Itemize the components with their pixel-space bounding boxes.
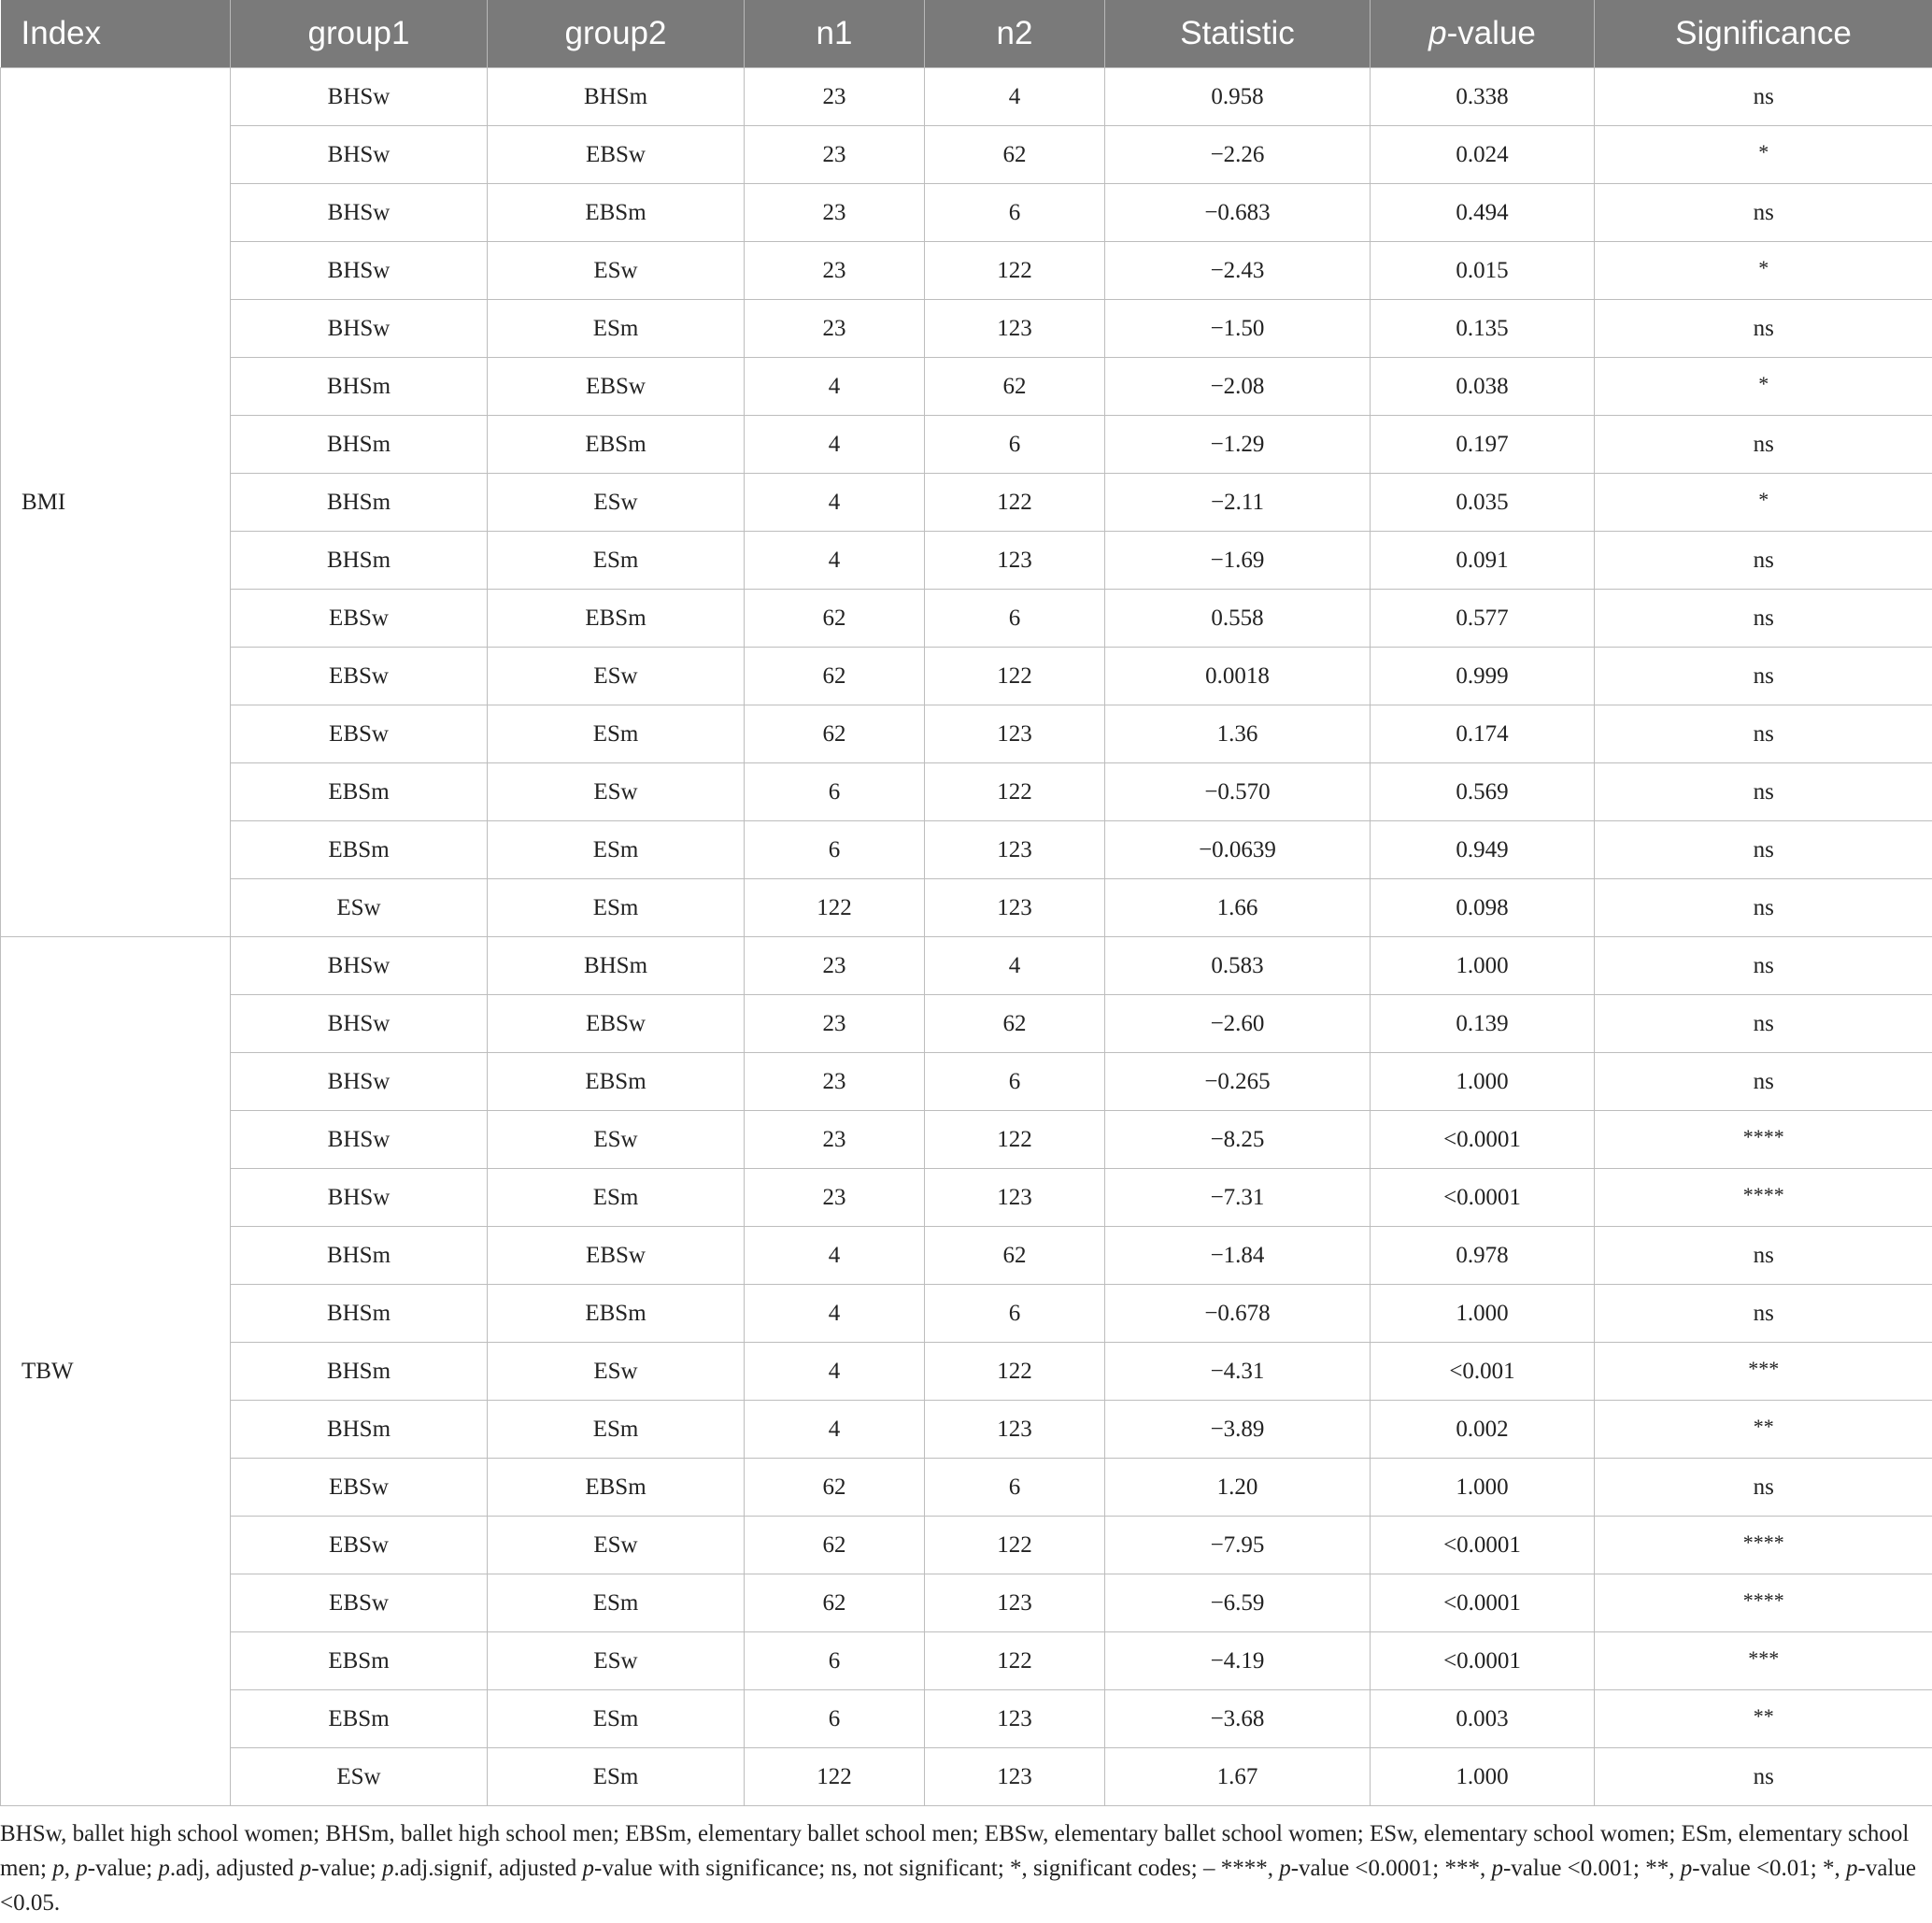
significance-cell: ns — [1595, 995, 1932, 1053]
significance-cell: ns — [1595, 1459, 1932, 1517]
footnote-text: -value; — [311, 1856, 382, 1881]
p-value-cell: 0.139 — [1371, 995, 1595, 1053]
n2-cell: 122 — [925, 648, 1105, 705]
group1-cell: ESw — [231, 1748, 488, 1806]
n2-cell: 122 — [925, 242, 1105, 300]
significance-cell: ns — [1595, 763, 1932, 821]
statistic-cell: −0.683 — [1105, 184, 1371, 242]
n2-cell: 123 — [925, 821, 1105, 879]
statistic-cell: 1.66 — [1105, 879, 1371, 937]
group1-cell: BHSm — [231, 416, 488, 474]
significance-cell: ns — [1595, 648, 1932, 705]
footnote-italic-p: p — [299, 1856, 312, 1881]
significance-cell — [1595, 1169, 1932, 1227]
group2-cell: ESw — [488, 474, 745, 532]
statistic-cell: −2.43 — [1105, 242, 1371, 300]
group1-cell: BHSw — [231, 126, 488, 184]
table-row — [1, 879, 1932, 937]
n2-cell: 122 — [925, 1111, 1105, 1169]
table-row — [1, 242, 1932, 300]
table-row — [1, 648, 1932, 705]
significance-cell — [1595, 126, 1932, 184]
n1-cell: 62 — [745, 648, 925, 705]
table-row — [1, 1574, 1932, 1632]
significance-stars: *** — [1748, 1356, 1780, 1380]
footnote-italic-p: p — [1491, 1856, 1503, 1881]
statistic-cell: −2.11 — [1105, 474, 1371, 532]
footnote-italic-p: p — [1680, 1856, 1693, 1881]
significance-stars: ** — [1753, 1414, 1774, 1438]
n2-cell: 123 — [925, 1574, 1105, 1632]
n1-cell: 62 — [745, 590, 925, 648]
group1-cell: BHSw — [231, 937, 488, 995]
significance-cell — [1595, 1517, 1932, 1574]
statistic-cell: −2.26 — [1105, 126, 1371, 184]
footnote-text: -value <0.0001; ***, — [1290, 1856, 1492, 1881]
significance-stars: * — [1758, 255, 1769, 279]
group2-cell: EBSm — [488, 184, 745, 242]
footnote-text: -value; — [87, 1856, 159, 1881]
statistic-cell: 0.583 — [1105, 937, 1371, 995]
group2-cell: ESm — [488, 1169, 745, 1227]
footnote-italic-p: p — [582, 1856, 595, 1881]
n1-cell: 6 — [745, 821, 925, 879]
header-p-italic: p — [1428, 15, 1447, 51]
group2-cell: EBSm — [488, 1053, 745, 1111]
statistic-cell: −3.89 — [1105, 1401, 1371, 1459]
p-value-cell: 0.338 — [1371, 68, 1595, 126]
group2-cell: EBSw — [488, 995, 745, 1053]
group1-cell: BHSm — [231, 532, 488, 590]
n1-cell: 23 — [745, 1053, 925, 1111]
table-row — [1, 532, 1932, 590]
n1-cell: 23 — [745, 995, 925, 1053]
n1-cell: 23 — [745, 937, 925, 995]
group1-cell: BHSw — [231, 184, 488, 242]
significance-cell: ns — [1595, 1748, 1932, 1806]
table-row — [1, 126, 1932, 184]
significance-stars: *** — [1748, 1645, 1780, 1670]
significance-stars: **** — [1742, 1588, 1784, 1612]
group2-cell: BHSm — [488, 68, 745, 126]
footnote-italic-p: p — [381, 1856, 394, 1881]
n1-cell: 6 — [745, 763, 925, 821]
group1-cell: EBSw — [231, 590, 488, 648]
n2-cell: 122 — [925, 474, 1105, 532]
table-body — [1, 68, 1932, 1806]
n2-cell: 123 — [925, 1401, 1105, 1459]
statistic-cell: 1.36 — [1105, 705, 1371, 763]
significance-cell: ns — [1595, 1227, 1932, 1285]
p-value-cell: 0.091 — [1371, 532, 1595, 590]
group1-cell: BHSm — [231, 358, 488, 416]
n2-cell: 123 — [925, 1748, 1105, 1806]
group2-cell: ESm — [488, 821, 745, 879]
group2-cell: EBSm — [488, 590, 745, 648]
group1-cell: BHSw — [231, 68, 488, 126]
footnote-italic-p: p — [52, 1856, 64, 1881]
n2-cell: 122 — [925, 763, 1105, 821]
n2-cell: 123 — [925, 300, 1105, 358]
index-cell: BMI — [1, 68, 231, 937]
p-value-cell: 0.569 — [1371, 763, 1595, 821]
statistic-cell: 1.20 — [1105, 1459, 1371, 1517]
significance-cell: ns — [1595, 532, 1932, 590]
group1-cell: EBSm — [231, 821, 488, 879]
statistic-cell: −0.265 — [1105, 1053, 1371, 1111]
p-value-cell: 1.000 — [1371, 1748, 1595, 1806]
n1-cell: 62 — [745, 1574, 925, 1632]
n1-cell: 4 — [745, 474, 925, 532]
footnote-italic-p: p — [1279, 1856, 1291, 1881]
n1-cell: 23 — [745, 184, 925, 242]
p-value-cell: 1.000 — [1371, 1459, 1595, 1517]
n1-cell: 62 — [745, 705, 925, 763]
n2-cell: 122 — [925, 1343, 1105, 1401]
significance-cell — [1595, 1343, 1932, 1401]
group2-cell: ESm — [488, 1401, 745, 1459]
statistic-cell: 0.558 — [1105, 590, 1371, 648]
p-value-cell: 0.024 — [1371, 126, 1595, 184]
significance-cell: ns — [1595, 184, 1932, 242]
group1-cell: ESw — [231, 879, 488, 937]
group2-cell: EBSw — [488, 126, 745, 184]
table-row — [1, 1401, 1932, 1459]
header-row — [1, 0, 1932, 68]
significance-stars: * — [1758, 139, 1769, 164]
table-row — [1, 821, 1932, 879]
footnote-italic-p: p — [76, 1856, 88, 1881]
n1-cell: 4 — [745, 416, 925, 474]
header-n1: n1 — [745, 0, 925, 68]
significance-cell: ns — [1595, 590, 1932, 648]
significance-cell — [1595, 1690, 1932, 1748]
p-value-cell: 0.174 — [1371, 705, 1595, 763]
statistic-cell: −7.95 — [1105, 1517, 1371, 1574]
n2-cell: 123 — [925, 1169, 1105, 1227]
group1-cell: BHSw — [231, 1111, 488, 1169]
table-row — [1, 1343, 1932, 1401]
group2-cell: ESm — [488, 879, 745, 937]
table-row — [1, 590, 1932, 648]
footnote-text: -value <0.01; *, — [1692, 1856, 1846, 1881]
group1-cell: BHSm — [231, 1285, 488, 1343]
n2-cell: 122 — [925, 1632, 1105, 1690]
n1-cell: 4 — [745, 532, 925, 590]
group1-cell: BHSw — [231, 300, 488, 358]
significance-cell — [1595, 1574, 1932, 1632]
table-row — [1, 474, 1932, 532]
p-value-cell: 0.015 — [1371, 242, 1595, 300]
footnote-text: -value with significance; ns, not significant; *, significant codes; – ****, — [594, 1856, 1280, 1881]
n1-cell: 4 — [745, 358, 925, 416]
group2-cell: ESw — [488, 1632, 745, 1690]
group2-cell: ESm — [488, 300, 745, 358]
n2-cell: 4 — [925, 68, 1105, 126]
table-row — [1, 1053, 1932, 1111]
n1-cell: 23 — [745, 300, 925, 358]
p-value-cell: <0.001 — [1371, 1343, 1595, 1401]
n1-cell: 4 — [745, 1227, 925, 1285]
p-value-cell: 0.978 — [1371, 1227, 1595, 1285]
group2-cell: ESw — [488, 1111, 745, 1169]
group2-cell: ESw — [488, 242, 745, 300]
statistic-cell: −2.60 — [1105, 995, 1371, 1053]
group1-cell: BHSw — [231, 995, 488, 1053]
group1-cell: BHSm — [231, 1343, 488, 1401]
group1-cell: EBSw — [231, 1517, 488, 1574]
significance-cell: ns — [1595, 821, 1932, 879]
group1-cell: EBSm — [231, 1690, 488, 1748]
n2-cell: 6 — [925, 1459, 1105, 1517]
table-row — [1, 1285, 1932, 1343]
n2-cell: 122 — [925, 1517, 1105, 1574]
table-header — [1, 0, 1932, 68]
group1-cell: EBSw — [231, 705, 488, 763]
table-row — [1, 705, 1932, 763]
group1-cell: BHSm — [231, 1227, 488, 1285]
group2-cell: ESw — [488, 1517, 745, 1574]
table-row — [1, 1748, 1932, 1806]
footnote-italic-p: p — [158, 1856, 170, 1881]
group1-cell: BHSw — [231, 1169, 488, 1227]
significance-cell: ns — [1595, 68, 1932, 126]
significance-cell — [1595, 474, 1932, 532]
table-row — [1, 184, 1932, 242]
n1-cell: 62 — [745, 1459, 925, 1517]
n2-cell: 123 — [925, 705, 1105, 763]
footnote-text: .adj.signif, adjusted — [393, 1856, 583, 1881]
p-value-cell: 0.002 — [1371, 1401, 1595, 1459]
group1-cell: EBSw — [231, 1459, 488, 1517]
table-row — [1, 1459, 1932, 1517]
table-row — [1, 1169, 1932, 1227]
p-value-cell: 1.000 — [1371, 1285, 1595, 1343]
n2-cell: 123 — [925, 1690, 1105, 1748]
n2-cell: 6 — [925, 184, 1105, 242]
statistic-cell: −0.678 — [1105, 1285, 1371, 1343]
statistic-cell: −0.0639 — [1105, 821, 1371, 879]
significance-cell — [1595, 1111, 1932, 1169]
significance-stars: ** — [1753, 1703, 1774, 1728]
n2-cell: 123 — [925, 879, 1105, 937]
significance-cell: ns — [1595, 937, 1932, 995]
p-value-cell: 0.038 — [1371, 358, 1595, 416]
significance-stars: * — [1758, 371, 1769, 395]
significance-stars: * — [1758, 487, 1769, 511]
table-row — [1, 1690, 1932, 1748]
p-value-cell: 1.000 — [1371, 1053, 1595, 1111]
header-statistic: Statistic — [1105, 0, 1371, 68]
n1-cell: 4 — [745, 1285, 925, 1343]
p-value-cell: 0.999 — [1371, 648, 1595, 705]
p-value-cell: <0.0001 — [1371, 1632, 1595, 1690]
n1-cell: 23 — [745, 1169, 925, 1227]
statistic-cell: 0.0018 — [1105, 648, 1371, 705]
significance-cell: ns — [1595, 416, 1932, 474]
group2-cell: EBSm — [488, 1285, 745, 1343]
table-footnote — [0, 1816, 1925, 1920]
group1-cell: EBSm — [231, 763, 488, 821]
significance-stars: **** — [1742, 1124, 1784, 1148]
significance-cell: ns — [1595, 1053, 1932, 1111]
significance-stars: **** — [1742, 1530, 1784, 1554]
n1-cell: 6 — [745, 1690, 925, 1748]
group2-cell: EBSw — [488, 1227, 745, 1285]
group2-cell: ESm — [488, 705, 745, 763]
n1-cell: 23 — [745, 1111, 925, 1169]
group2-cell: EBSw — [488, 358, 745, 416]
n2-cell: 6 — [925, 1053, 1105, 1111]
footnote-italic-p: p — [1846, 1856, 1858, 1881]
p-value-cell: 0.003 — [1371, 1690, 1595, 1748]
statistic-cell: −1.84 — [1105, 1227, 1371, 1285]
n1-cell: 4 — [745, 1343, 925, 1401]
statistic-cell: −1.29 — [1105, 416, 1371, 474]
p-value-cell: <0.0001 — [1371, 1169, 1595, 1227]
header-n2: n2 — [925, 0, 1105, 68]
group2-cell: ESm — [488, 1748, 745, 1806]
p-value-cell: 0.098 — [1371, 879, 1595, 937]
statistic-cell: 1.67 — [1105, 1748, 1371, 1806]
p-value-cell: <0.0001 — [1371, 1574, 1595, 1632]
group2-cell: ESm — [488, 1690, 745, 1748]
n2-cell: 62 — [925, 358, 1105, 416]
significance-cell: ns — [1595, 1285, 1932, 1343]
group2-cell: BHSm — [488, 937, 745, 995]
significance-cell — [1595, 358, 1932, 416]
group1-cell: EBSw — [231, 1574, 488, 1632]
n2-cell: 6 — [925, 590, 1105, 648]
p-value-cell: 0.135 — [1371, 300, 1595, 358]
group2-cell: EBSm — [488, 416, 745, 474]
statistic-cell: −1.69 — [1105, 532, 1371, 590]
statistic-cell: −1.50 — [1105, 300, 1371, 358]
n1-cell: 4 — [745, 1401, 925, 1459]
n1-cell: 23 — [745, 126, 925, 184]
statistic-cell: −0.570 — [1105, 763, 1371, 821]
table-row — [1, 416, 1932, 474]
p-value-cell: <0.0001 — [1371, 1111, 1595, 1169]
group2-cell: ESm — [488, 532, 745, 590]
header-p-value — [1371, 0, 1595, 68]
group1-cell: BHSw — [231, 242, 488, 300]
p-value-cell: 0.494 — [1371, 184, 1595, 242]
significance-cell: ns — [1595, 705, 1932, 763]
footnote-text: , — [64, 1856, 77, 1881]
significance-cell: ns — [1595, 300, 1932, 358]
n2-cell: 123 — [925, 532, 1105, 590]
significance-cell — [1595, 242, 1932, 300]
group2-cell: ESw — [488, 763, 745, 821]
group1-cell: BHSw — [231, 1053, 488, 1111]
group2-cell: ESw — [488, 1343, 745, 1401]
p-value-cell: 0.949 — [1371, 821, 1595, 879]
n2-cell: 62 — [925, 995, 1105, 1053]
group2-cell: ESm — [488, 1574, 745, 1632]
footnote-text: -value <0.001; **, — [1502, 1856, 1681, 1881]
p-value-cell: 0.197 — [1371, 416, 1595, 474]
p-value-cell: 0.577 — [1371, 590, 1595, 648]
group1-cell: EBSm — [231, 1632, 488, 1690]
table-row — [1, 1517, 1932, 1574]
header-group2: group2 — [488, 0, 745, 68]
n1-cell: 122 — [745, 1748, 925, 1806]
header-index: Index — [1, 0, 231, 68]
statistic-cell: −6.59 — [1105, 1574, 1371, 1632]
table-row — [1, 995, 1932, 1053]
significance-cell: ns — [1595, 879, 1932, 937]
statistic-cell: −4.31 — [1105, 1343, 1371, 1401]
statistic-cell: −7.31 — [1105, 1169, 1371, 1227]
table-row — [1, 1227, 1932, 1285]
n1-cell: 23 — [745, 68, 925, 126]
index-cell: TBW — [1, 937, 231, 1806]
footnote-text: BHSw, ballet high school women; BHSm, ballet high school men; EBSm, elementary ballet school men; EBSw, elementary ballet school women; ESw, elementary school women; ESm, elementary school men; — [0, 1821, 1910, 1881]
table-row — [1, 300, 1932, 358]
header-p-suffix: -value — [1446, 15, 1536, 51]
p-value-cell: <0.0001 — [1371, 1517, 1595, 1574]
table-row — [1, 1632, 1932, 1690]
n2-cell: 6 — [925, 416, 1105, 474]
statistic-cell: −3.68 — [1105, 1690, 1371, 1748]
group1-cell: BHSm — [231, 474, 488, 532]
n1-cell: 23 — [745, 242, 925, 300]
n1-cell: 62 — [745, 1517, 925, 1574]
significance-cell — [1595, 1632, 1932, 1690]
footnote-text: .adj, adjusted — [169, 1856, 300, 1881]
statistic-cell: 0.958 — [1105, 68, 1371, 126]
n2-cell: 62 — [925, 126, 1105, 184]
n2-cell: 62 — [925, 1227, 1105, 1285]
header-significance: Significance — [1595, 0, 1932, 68]
group2-cell: ESw — [488, 648, 745, 705]
statistic-cell: −4.19 — [1105, 1632, 1371, 1690]
n1-cell: 6 — [745, 1632, 925, 1690]
statistic-cell: −8.25 — [1105, 1111, 1371, 1169]
table-row — [1, 937, 1932, 995]
significance-cell — [1595, 1401, 1932, 1459]
table-row — [1, 1111, 1932, 1169]
footnote-text: -value <0.05. — [0, 1856, 1916, 1916]
table-row — [1, 68, 1932, 126]
statistic-cell: −2.08 — [1105, 358, 1371, 416]
table-row — [1, 358, 1932, 416]
p-value-cell: 1.000 — [1371, 937, 1595, 995]
n1-cell: 122 — [745, 879, 925, 937]
group2-cell: EBSm — [488, 1459, 745, 1517]
table-row — [1, 763, 1932, 821]
p-value-cell: 0.035 — [1371, 474, 1595, 532]
header-group1: group1 — [231, 0, 488, 68]
significance-stars: **** — [1742, 1182, 1784, 1206]
n2-cell: 4 — [925, 937, 1105, 995]
group1-cell: BHSm — [231, 1401, 488, 1459]
group1-cell: EBSw — [231, 648, 488, 705]
n2-cell: 6 — [925, 1285, 1105, 1343]
